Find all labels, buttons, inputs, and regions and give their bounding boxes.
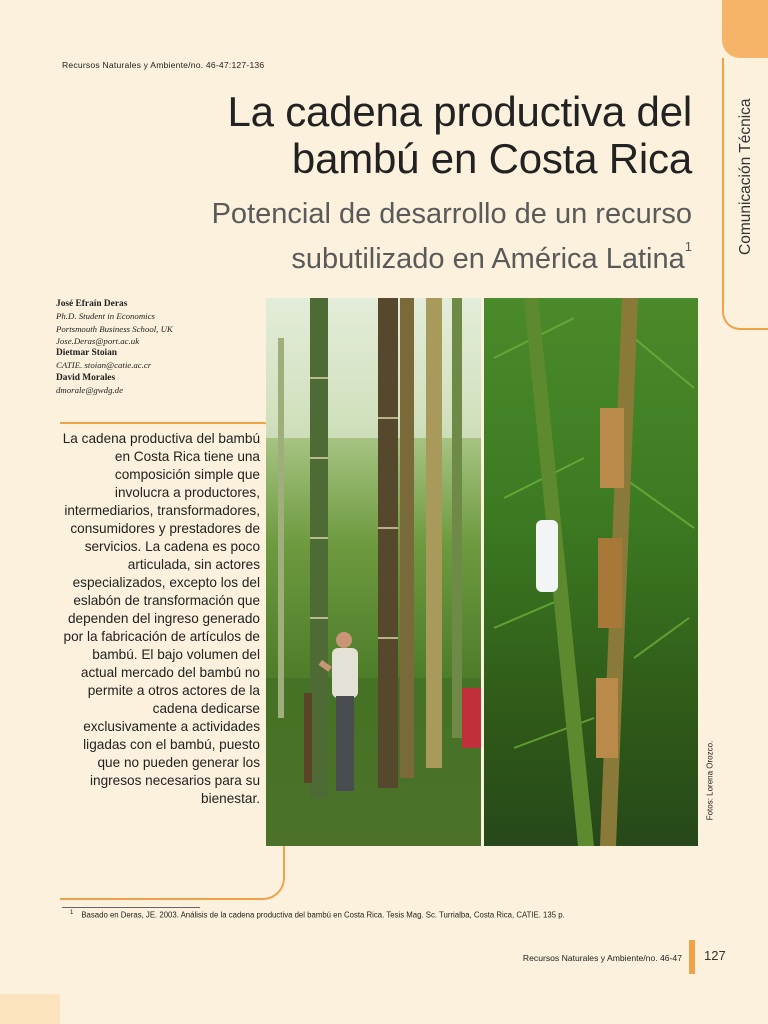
journal-reference: Recursos Naturales y Ambiente/no. 46-47:127-136 [62, 60, 265, 70]
footnote-rule [62, 907, 200, 908]
page-number-bar [689, 940, 695, 974]
footnote-mark: 1 [684, 239, 692, 254]
abstract-text: La cadena productiva del bambú en Costa Rica tiene una composición simple que involucra a productores, intermediarios, transformadores, consumidores y prestadores de servicios. La cadena es poco articulada, sin actores especializados, excepto los del eslabón de transformación que dependen del ingreso generado por la fabricación de artículos de bambú. El bajo volumen del actual mercado del bambú no permite a otros actores de la cadena dedicarse exclusivamente a actividades ligadas con el bambú, puesto que no pueden generar los ingresos necesarios para su bienestar. [62, 431, 260, 806]
subtitle-line: subutilizado en América Latina [291, 243, 685, 275]
page-number: 127 [704, 948, 726, 963]
author-email: Jose.Deras@port.ac.uk [56, 335, 140, 346]
article-title [227, 88, 692, 182]
bottom-corner-tab [0, 994, 60, 1024]
footnote-text: Basado en Deras, JE. 2003. Análisis de la cadena productiva del bambú en Costa Rica. Tesis Mag. Sc. Turrialba, Costa Rica, CATIE. 135 p. [81, 910, 565, 920]
author-block [56, 298, 261, 396]
author-name: Dietmar Stoian [56, 348, 118, 359]
subtitle-line: Potencial de desarrollo de un recurso [211, 198, 692, 230]
author-name: David Morales [56, 372, 116, 383]
section-tab [722, 0, 768, 58]
bamboo-grove-photo [266, 298, 481, 846]
author-affiliation: Ph.D. Student in Economics [56, 311, 155, 322]
footnote-number: 1 [70, 910, 74, 916]
photo-credit: Fotos: Lorena Orozco. [705, 740, 715, 821]
title-line: La cadena productiva del [227, 88, 692, 135]
author-name: José Efraín Deras [56, 299, 128, 309]
bamboo-culm-photo [484, 298, 698, 846]
title-line: bambú en Costa Rica [291, 135, 692, 182]
author-email: dmorale@gwdg.de [56, 385, 123, 396]
author-affiliation: CATIE. stoian@catie.ac.cr [56, 360, 152, 371]
article-subtitle [212, 192, 692, 282]
section-label: Comunicación Técnica [737, 98, 754, 255]
footer-journal: Recursos Naturales y Ambiente/no. 46-47 [522, 953, 682, 963]
footnote [70, 910, 565, 920]
author-affiliation: Portsmouth Business School, UK [56, 323, 173, 334]
